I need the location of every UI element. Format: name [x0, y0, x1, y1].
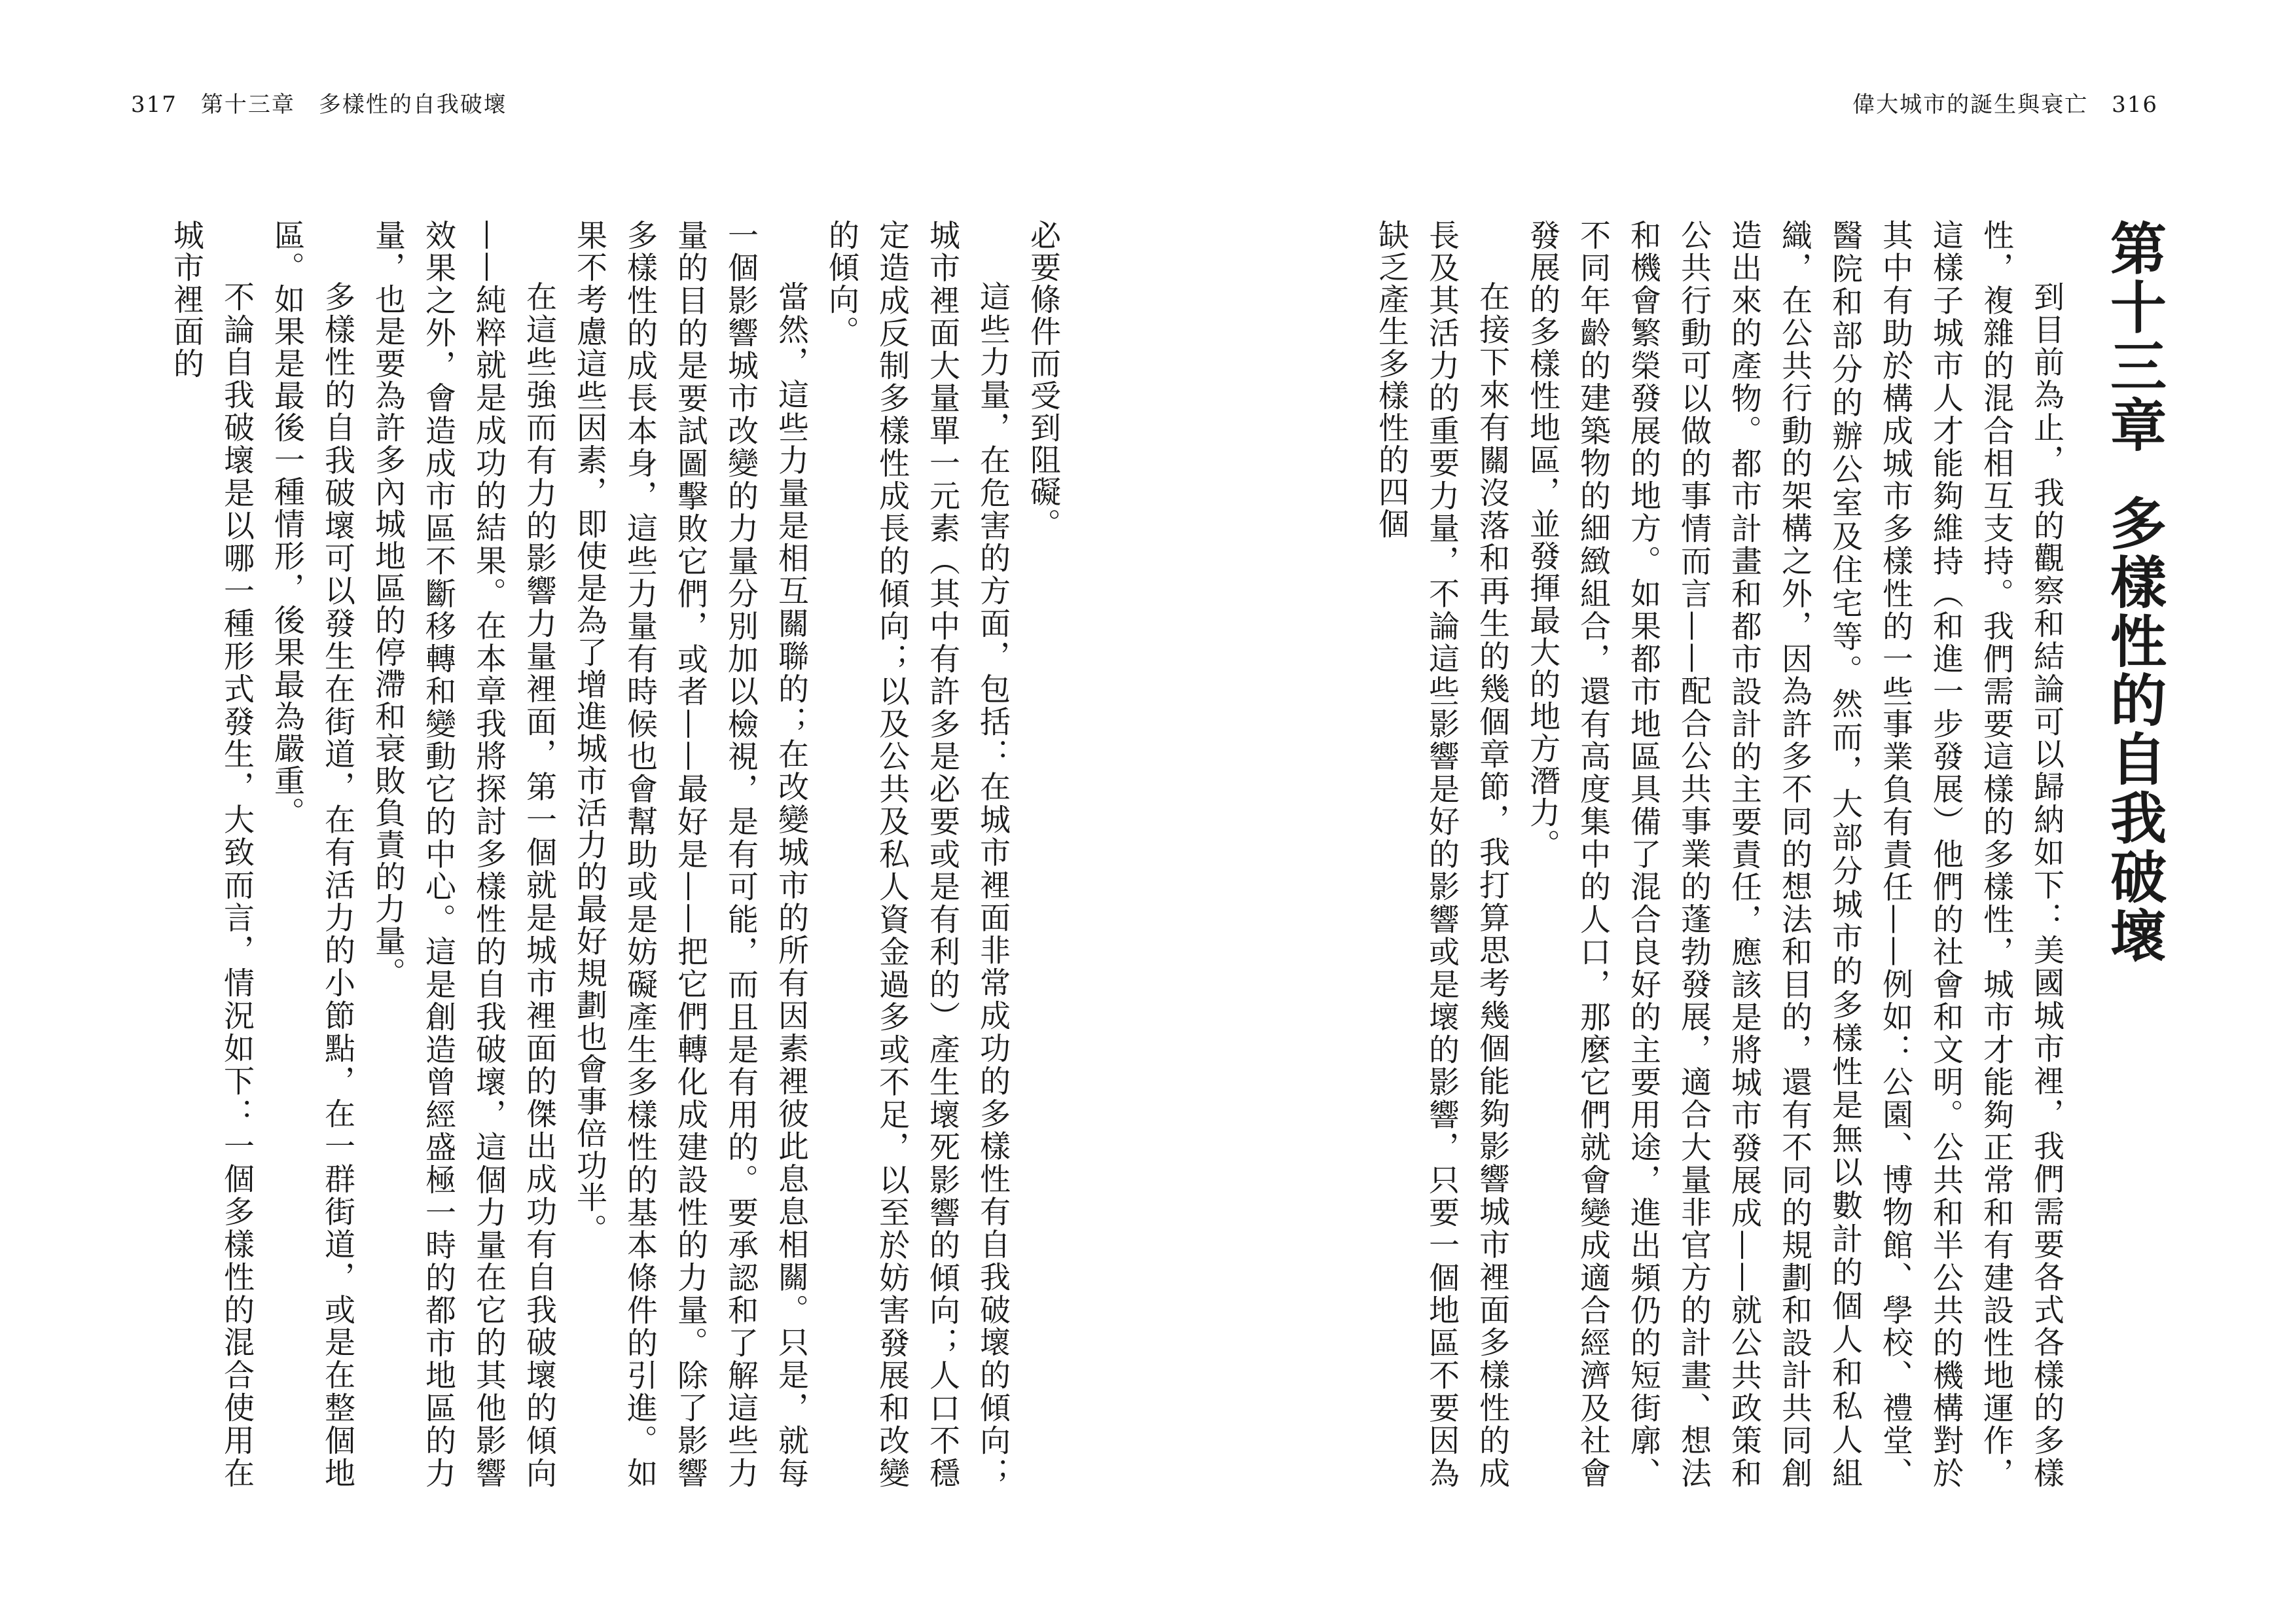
paragraph-2: 在接下來有關沒落和再生的幾個章節，我打算思考幾個能夠影響城市裡面多樣性的成長及其活力的重要力量，不論這些影響是好的影響或是壞的影響，只要一個地區不要因為缺乏產生多樣性的四個: [1373, 219, 1510, 1489]
right-running-header: [1852, 92, 2158, 118]
paragraph-where: 多樣性的自我破壞可以發生在街道，在有活力的小節點，在一群街道，或是在整個地區。如果是最後一種情形，後果最為嚴重。: [269, 219, 355, 1489]
left-header-chapter-label: 第十三章: [200, 92, 295, 118]
left-page-number: 317: [131, 92, 177, 118]
paragraph-first-force: 在這些強而有力的影響力量裡面，第一個就是城市裡面的傑出成功有自我破壞的傾向——純粹就是成功的結果。在本章我將探討多樣性的自我破壞，這個力量在它的其他影響效果之外，會造成市區不斷移轉和變動它的中心。這是創造曾經盛極一時的都市地區的力量，也是要為許多內城地區的停滯和衰敗負責的力量。: [370, 219, 557, 1489]
left-header-chapter-title: 多樣性的自我破壞: [318, 92, 507, 118]
right-page-body: [1250, 219, 2166, 1489]
paragraph-how: 不論自我破壞是以哪一種形式發生，大致而言，情況如下：一個多樣性的混合使用在城市裡面的: [168, 219, 255, 1489]
left-running-header: [131, 92, 507, 118]
chapter-heading-label: 第十三章: [2100, 219, 2167, 455]
paragraph-interrelated: 當然，這些力量是相互關聯的；在改變城市的所有因素裡彼此息息相關。只是，就每一個影響城市改變的力量分別加以檢視，是有可能，而且是有用的。要承認和了解這些力量的目的是要試圖擊敗它們，或者——最好是——把它們轉化成建設性的力量。除了影響多樣性的成長本身，這些力量有時候也會幫助或是妨礙產生多樣性的基本條件的引進。如果不考慮這些因素，即使是為了增進城市活力的最好規劃也會事倍功半。: [571, 219, 809, 1489]
left-page-body: [168, 219, 1068, 1489]
paragraph-forces: 這些力量，在危害的方面，包括：在城市裡面非常成功的多樣性有自我破壞的傾向；城市裡面大量單一元素（其中有許多是必要或是有利的）產生壞死影響的傾向；人口不穩定造成反制多樣性成長的傾向；以及公共及私人資金過多或不足，以至於妨害發展和改變的傾向。: [823, 219, 1011, 1489]
paragraph-continued: 必要條件而受到阻礙。: [1025, 219, 1061, 540]
book-title: 偉大城市的誕生與衰亡: [1852, 92, 2089, 118]
chapter-heading: [2100, 219, 2166, 1489]
chapter-heading-title: 多樣性的自我破壞: [2100, 494, 2167, 965]
paragraph-1: 到目前為止，我的觀察和結論可以歸納如下：美國城市裡，我們需要各式各樣的多樣性，複雜的混合相互支持。我們需要這樣的多樣性，城市才能夠正常和有建設性地運作，這樣子城市人才能夠維持（和進一步發展）他們的社會和文明。公共和半公共的機構對於其中有助於構成城市多樣性的一些事業負有責任——例如：公園、博物館、學校、禮堂、醫院和部分的辦公室及住宅等。然而，大部分城市的多樣性是無以數計的個人和私人組織，在公共行動的架構之外，因為許多不同的想法和目的，還有不同的規劃和設計共同創造出來的產物。都市計畫和都市設計的主要責任，應該是將城市發展成——就公共政策和公共行動可以做的事情而言——配合公共事業的蓬勃發展，適合大量非官方的計畫、想法和機會繁榮發展的地方。如果都市地區具備了混合良好的主要用途，進出頻仍的短街廓、不同年齡的建築物的細緻組合，還有高度集中的人口，那麼它們就會變成適合經濟及社會發展的多樣性地區，並發揮最大的地方潛力。: [1524, 219, 2064, 1489]
right-page-number: 316: [2112, 92, 2158, 118]
